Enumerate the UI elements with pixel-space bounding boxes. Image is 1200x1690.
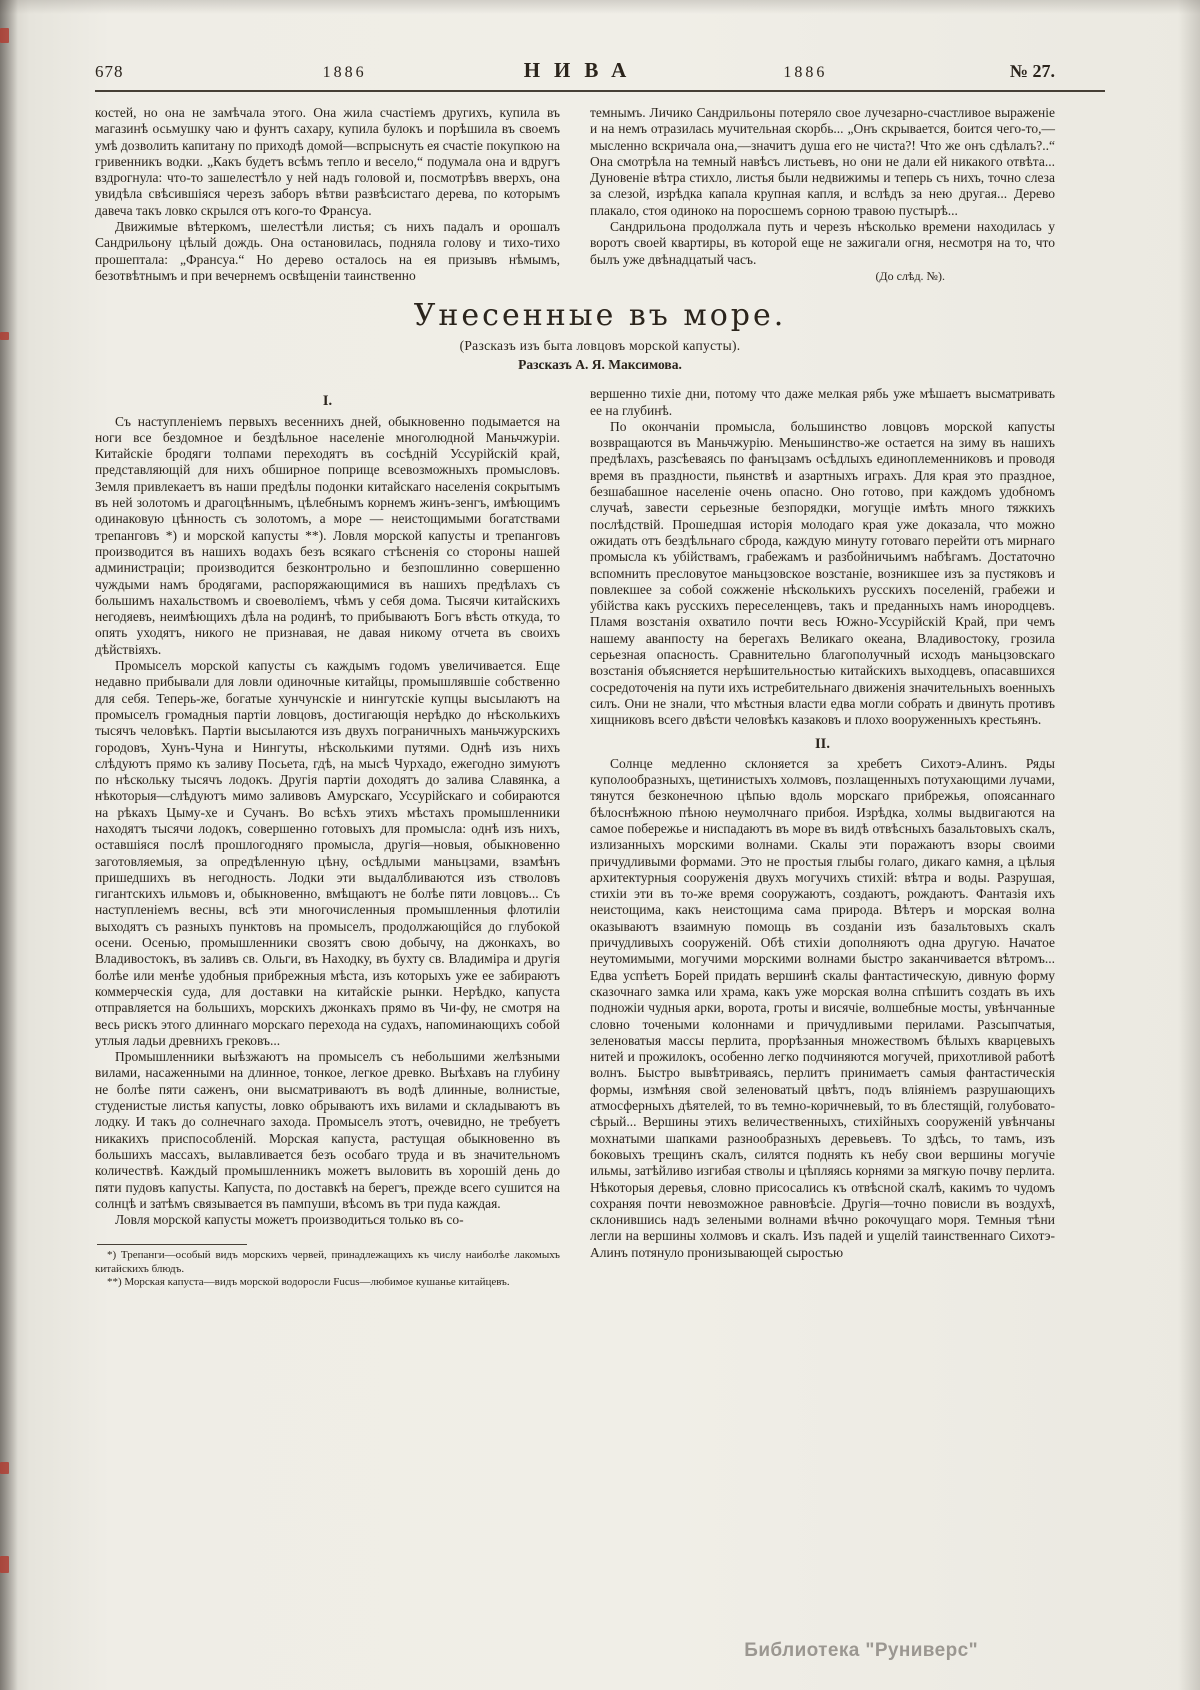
page-header [0,0,1200,83]
article-columns [0,373,1200,1289]
paragraph: Движимые вѣтеркомъ, шелестѣли листья; съ нихъ падалъ и орошалъ Сандрильону цѣлый дождь. Она остановилась, подняла голову и тихо-тихо прошептала: „Франсуа.“ Но дерево осталось на ея призывъ нѣмымъ, безотвѣтнымъ и при вечернемъ освѣщеніи таинственно [95,219,560,283]
library-watermark: Библиотека "Руниверс" [744,1640,978,1661]
article-header [0,284,1200,373]
masthead-title: НИВА [523,58,641,82]
paragraph: Съ наступленіемъ первыхъ весеннихъ дней, обыкновенно подымается на ноги все бездомное и бездѣльное населеніе многолюдной Маньчжуріи. Китайскіе бродяги толпами переходятъ въ сосѣдній Уссурійскій край, представляющій для нихъ обширное поприще всевозможныхъ промысловъ. Земля привлекаетъ въ наши предѣлы подонки китайскаго населенія сокрытымъ въ ней золотомъ и драгоцѣннымъ, цѣлебнымъ корнемъ жинъ-зенгъ, имѣющимъ одинаковую цѣнность съ золотомъ, а море — неистощимыми богатствами трепанговъ *) и морской капусты **). Ловля морской капусты и трепанговъ производится въ нашихъ водахъ безъ всякаго стѣсненія со стороны нашей администраціи; производится безконтрольно и безпошлинно совершенно чуждыми намъ бродягами, распоряжающимися въ нашихъ предѣлахъ съ большимъ нахальствомъ и своеволіемъ, чѣмъ у себя дома. Тысячи китайскихъ негодяевъ, неимѣющихъ дѣла на родинѣ, то прибываютъ Богъ вѣсть откуда, то опять уходятъ, никого не признавая, не давая никому отчета въ своихъ дѣйствіяхъ. [95,413,560,657]
story-left-column [95,105,560,284]
article-byline: Разсказъ А. Я. Максимова. [518,357,682,373]
story-right-column [590,105,1055,284]
paragraph: Сандрильона продолжала путь и черезъ нѣсколько времени находилась у воротъ своей квартиры, въ которой еще не зажигали огня, несмотря на то, что былъ уже двѣнадцатый часъ. [590,219,1055,267]
issue-number: № 27. [1009,61,1055,81]
scan-artifact-red-tick [0,1462,9,1474]
section-heading-1: I. [322,393,333,410]
footnote: **) Морская капуста—видъ морской водоросли Fucus—любимое кушанье китайцевъ. [107,1275,510,1288]
article-subtitle: (Разсказъ изъ быта ловцовъ морской капусты). [459,338,741,354]
paragraph: темнымъ. Личико Сандрильоны потеряло свое лучезарно-счастливое выраженіе и на немъ отразилась мучительная скорбь... „Онъ скрывается, боится чего-то,— мысленно вскричала она,—значитъ душа его не чиста?! Что же онъ сдѣлалъ?..“ Она смотрѣла на темный навѣсъ листьевъ, но они не дали ей никакого отвѣта... Дуновеніе вѣтра стихло, листья были недвижимы и теперь съ нихъ, точно слеза за слезой, изрѣдка капала крупная капля, и вслѣдъ за нею другая... Дерево плакало, стоя одиноко на поросшемъ сорною травою пустырѣ... [590,105,1055,218]
paragraph: костей, но она не замѣчала этого. Она жила счастіемъ другихъ, купила въ магазинѣ осьмушку чаю и фунтъ сахару, купила булокъ и порѣшила въ своемъ умѣ дозволить капитану по приходѣ домой—вспрыснуть ея счастіе покупкою на гривенникъ водки. „Какъ будетъ всѣмъ тепло и весело,“ подумала она и вдругъ вздрогнула: что-то зашелестѣло у ней надъ головой и, посмотрѣвъ вверхъ, она увидѣла свѣсившіяся черезъ заборъ вѣтви развѣсистаго дерева, по которымъ давеча такъ ловко скрылся отъ кого-то Франсуа. [95,105,560,218]
paragraph: Ловля морской капусты можетъ производиться только въ со- [115,1212,464,1228]
paragraph: Солнце медленно склоняется за хребетъ Сихотэ-Алинъ. Ряды куполообразныхъ, щетинистыхъ холмовъ, позлащенныхъ потухающими лучами, тянутся безконечною цѣпью вдоль морскаго прибрежья, опоясаннаго бѣлоснѣжною пѣною неумолчнаго прибоя. Изрѣдка, холмы выдвигаются на самое побережье и ниспадаютъ въ море въ видѣ отвѣсныхъ базальтовыхъ скалъ, излизанныхъ морскими волнами. Скалы эти поражаютъ взоры своими причудливыми формами. Это не простыя глыбы голаго, дикаго камня, а цѣлыя архитектурныя сооруженія двухъ могучихъ стихій: вѣтра и воды. Разрушая, стихіи эти въ то-же время сооружаютъ, создаютъ, рождаютъ. Фантазія ихъ неистощима, какъ неистощима сама природа. Вѣтеръ и морская волна оказываютъ взаимную помощь въ созданіи изъ базальтовыхъ скалъ причудливыхъ сооруженій. Обѣ стихіи дополняютъ одна другую. Начатое неутомимыми, могучими морскими волнами быстро заканчивается вѣтромъ... Едва успѣетъ Борей придать вершинѣ скалы фантастическую, дивную форму сказочнаго замка или храма, какъ уже морская волна спѣшитъ создать въ ихъ подножіи чудныя арки, ворота, гроты и висячіе, волшебные мосты, увѣнчанные словно точеными колоннами и причудливыми перилами. Разсыпчатыя, зеленоватыя массы перлита, прорѣзанныя множествомъ бѣлыхъ кварцевыхъ нитей и прожилокъ, особенно легко подчиняются могучей, прихотливой работѣ волнъ. Быстро вывѣтриваясь, перлитъ принимаетъ самыя фантастическія формы, измѣняя свой зеленоватый цвѣтъ, подъ вліяніемъ разрушающихъ атмосферныхъ дѣятелей, то въ темно-коричневый, то въ блестящій, голубовато-сѣрый... Вершины этихъ величественныхъ, стихійныхъ сооруженій увѣнчаны мохнатыми шапками разнообразныхъ деревьевъ. То здѣсь, то тамъ, изъ боковыхъ трещинъ скалъ, силятся поднять къ небу свои вершины могучіе ильмы, затѣйливо изгибая стволы и цѣпляясь корнями за мягкую почву перлита. Нѣкоторыя деревья, словно присосались къ отвѣсной скалѣ, какимъ то чудомъ сохраняя почти невозможное равновѣсіе. Другія—точно повисли въ воздухѣ, склонившись надъ зелеными волнами вѣчно рокочущаго моря. Темныя тѣни легли на вершины холмовъ и скалъ. Изъ падей и ущелій таинственнаго Сихотэ-Алинъ потянуло пронизывающей сыростью [590,755,1055,1260]
footnote: *) Трепанги—особый видъ морскихъ червей, принадлежащихъ къ числу наиболѣе лакомыхъ китайскихъ блюдъ. [95,1249,560,1275]
header-year-left: 1886 [322,64,367,81]
header-year-right: 1886 [783,64,828,81]
paragraph: Промышленники выѣзжаютъ на промыселъ съ небольшими желѣзными вилами, насаженными на длинное, тонкое, легкое древко. Выѣхавъ на глубину не болѣе пяти саженъ, они высматриваютъ въ водѣ длинные, волнистые, студенистые листья капусты, ловко обрываютъ ихъ вилами и складываютъ въ лодку. И такъ до солнечнаго захода. Промыселъ этотъ, очевидно, не требуетъ никакихъ приспособленій. Морская капуста, растущая обыкновенно въ большихъ массахъ, вылавливается безъ особаго труда и въ значительномъ количествѣ. Каждый промышленникъ можетъ выловить въ хорошій день до пяти пудовъ капусты. Капуста, по доставкѣ на берегъ, прежде всего сушится на солнцѣ и затѣмъ связывается въ пампуши, вѣсомъ въ три пуда каждая. [95,1049,560,1211]
footnote-rule [97,1244,247,1245]
paragraph: вершенно тихіе дни, потому что даже мелкая рябь уже мѣшаетъ высматривать ее на глубинѣ. [590,386,1055,418]
article-left-column [95,386,560,1289]
continuation-note: (До слѣд. №). [875,268,945,283]
scan-artifact-red-tick [0,28,9,43]
article-title: Унесенные въ море. [413,298,787,334]
article-right-column [590,386,1055,1289]
paragraph: Промыселъ морской капусты съ каждымъ годомъ увеличивается. Еще недавно прибывали для ловли одиночные китайцы, промышлявшіе собственно для себя. Теперь-же, богатые хунчунскіе и нингутскіе купцы высылаютъ на промыселъ громадныя партіи ловцовъ, достигающія нерѣдко до нѣсколькихъ тысячъ человѣкъ. Партіи высылаются изъ двухъ пограничныхъ маньчжурскихъ городовъ, Хунъ-Чуна и Нингуты, нѣсколькими путями. Однѣ изъ нихъ слѣдуютъ прямо къ заливу Посьета, гдѣ, на мысѣ Чурхадо, ежегодно зимуютъ по нѣскольку тысячъ лодокъ. Другія партіи доходятъ до залива Славянка, а нѣкоторыя—слѣдуютъ мимо заливовъ Амурскаго, Уссурійскаго и собираются на рѣкахъ Цыму-хе и Сучанъ. Во всѣхъ этихъ мѣстахъ промышленники находятъ тысячи лодокъ, совершенно готовыхъ для промысла: однѣ изъ нихъ, оставшіяся послѣ прошлогодняго промысла, другія—новыя, обыкновенно заготовляемыя, за опредѣленную цѣну, осѣдлыми маньцзами, взамѣнъ пришедшихъ въ негодность. Лодки эти выдалбливаются изъ стволовъ гигантскихъ ильмовъ и, обыкновенно, вмѣщаютъ не болѣе пяти ловцовъ... Съ наступленіемъ весны, всѣ эти многочисленныя промышленныя флотиліи выходятъ съ разныхъ пунктовъ на промыселъ, продолжающійся до глубокой осени. Осенью, промышленники свозятъ свою добычу, на джонкахъ, во Владивостокъ, въ заливъ св. Ольги, въ Находку, въ бухту св. Владиміра и другія болѣе или менѣе удобныя прибрежныя мѣста, изъ которыхъ уже ее забираютъ коммерческія суда, для доставки на китайскіе рынки. Нерѣдко, капуста отправляется на большихъ, морскихъ джонкахъ прямо въ Чи-фу, не смотря на весь рискъ этого длиннаго морскаго перехода на судахъ, напоминающихъ собой утлыя ладьи древнихъ грековъ... [95,658,560,1048]
page-number: 678 [95,62,124,81]
scan-artifact-red-tick [0,1556,9,1573]
scan-edge-shadow [0,0,18,1690]
paragraph: По окончаніи промысла, большинство ловцовъ морской капусты возвращаются въ Маньчжурію. Меньшинство-же остается на зиму въ нашихъ предѣлахъ, разсѣеваясь по фанъцзамъ осѣдлыхъ единоплеменниковъ и проводя время въ праздности, пьянствѣ и азартныхъ играхъ. Для края это праздное, безшабашное населеніе очень опасно. Оно готово, при каждомъ удобномъ случаѣ, завести серьезные безпорядки, могущіе имѣть много тяжкихъ послѣдствій. Прошедшая исторія молодаго края уже доказала, что можно ожидать отъ бездѣльнаго сброда, каждую минуту готоваго перейти отъ мирнаго промысла къ убійствамъ, грабежамъ и разбойничьимъ набѣгамъ. Достаточно вспомнить пресловутое маньцзовское возстаніе, возникшее изъ за пустяковъ и повлекшее за собой сожженіе нѣсколькихъ русскихъ поселеній, грабежи и убійства какъ русскихъ переселенцевъ, такъ и преданныхъ намъ инородцевъ. Пламя возстанія охватило почти весь Южно-Уссурійскій Край, при чемъ нашему аванпосту на берегахъ Великаго океана, Владивостоку, грозила серьезная опасность. Сравнительно благополучный исходъ маньцзовскаго возстанія объясняется нерѣшительностью китайскихъ выходцевъ, опасавшихся сосредоточенія на пути ихъ истребительнаго движенія значительныхъ военныхъ силъ. Они не знали, что мѣстныя власти едва могли собрать и двинуть противъ хищниковъ всего двѣсти человѣкъ казаковъ и плохо вооруженныхъ крестьянъ. [590,418,1055,728]
section-heading-2: II. [815,735,830,752]
story-end-columns [0,92,1200,284]
scan-artifact-red-tick [0,332,9,340]
